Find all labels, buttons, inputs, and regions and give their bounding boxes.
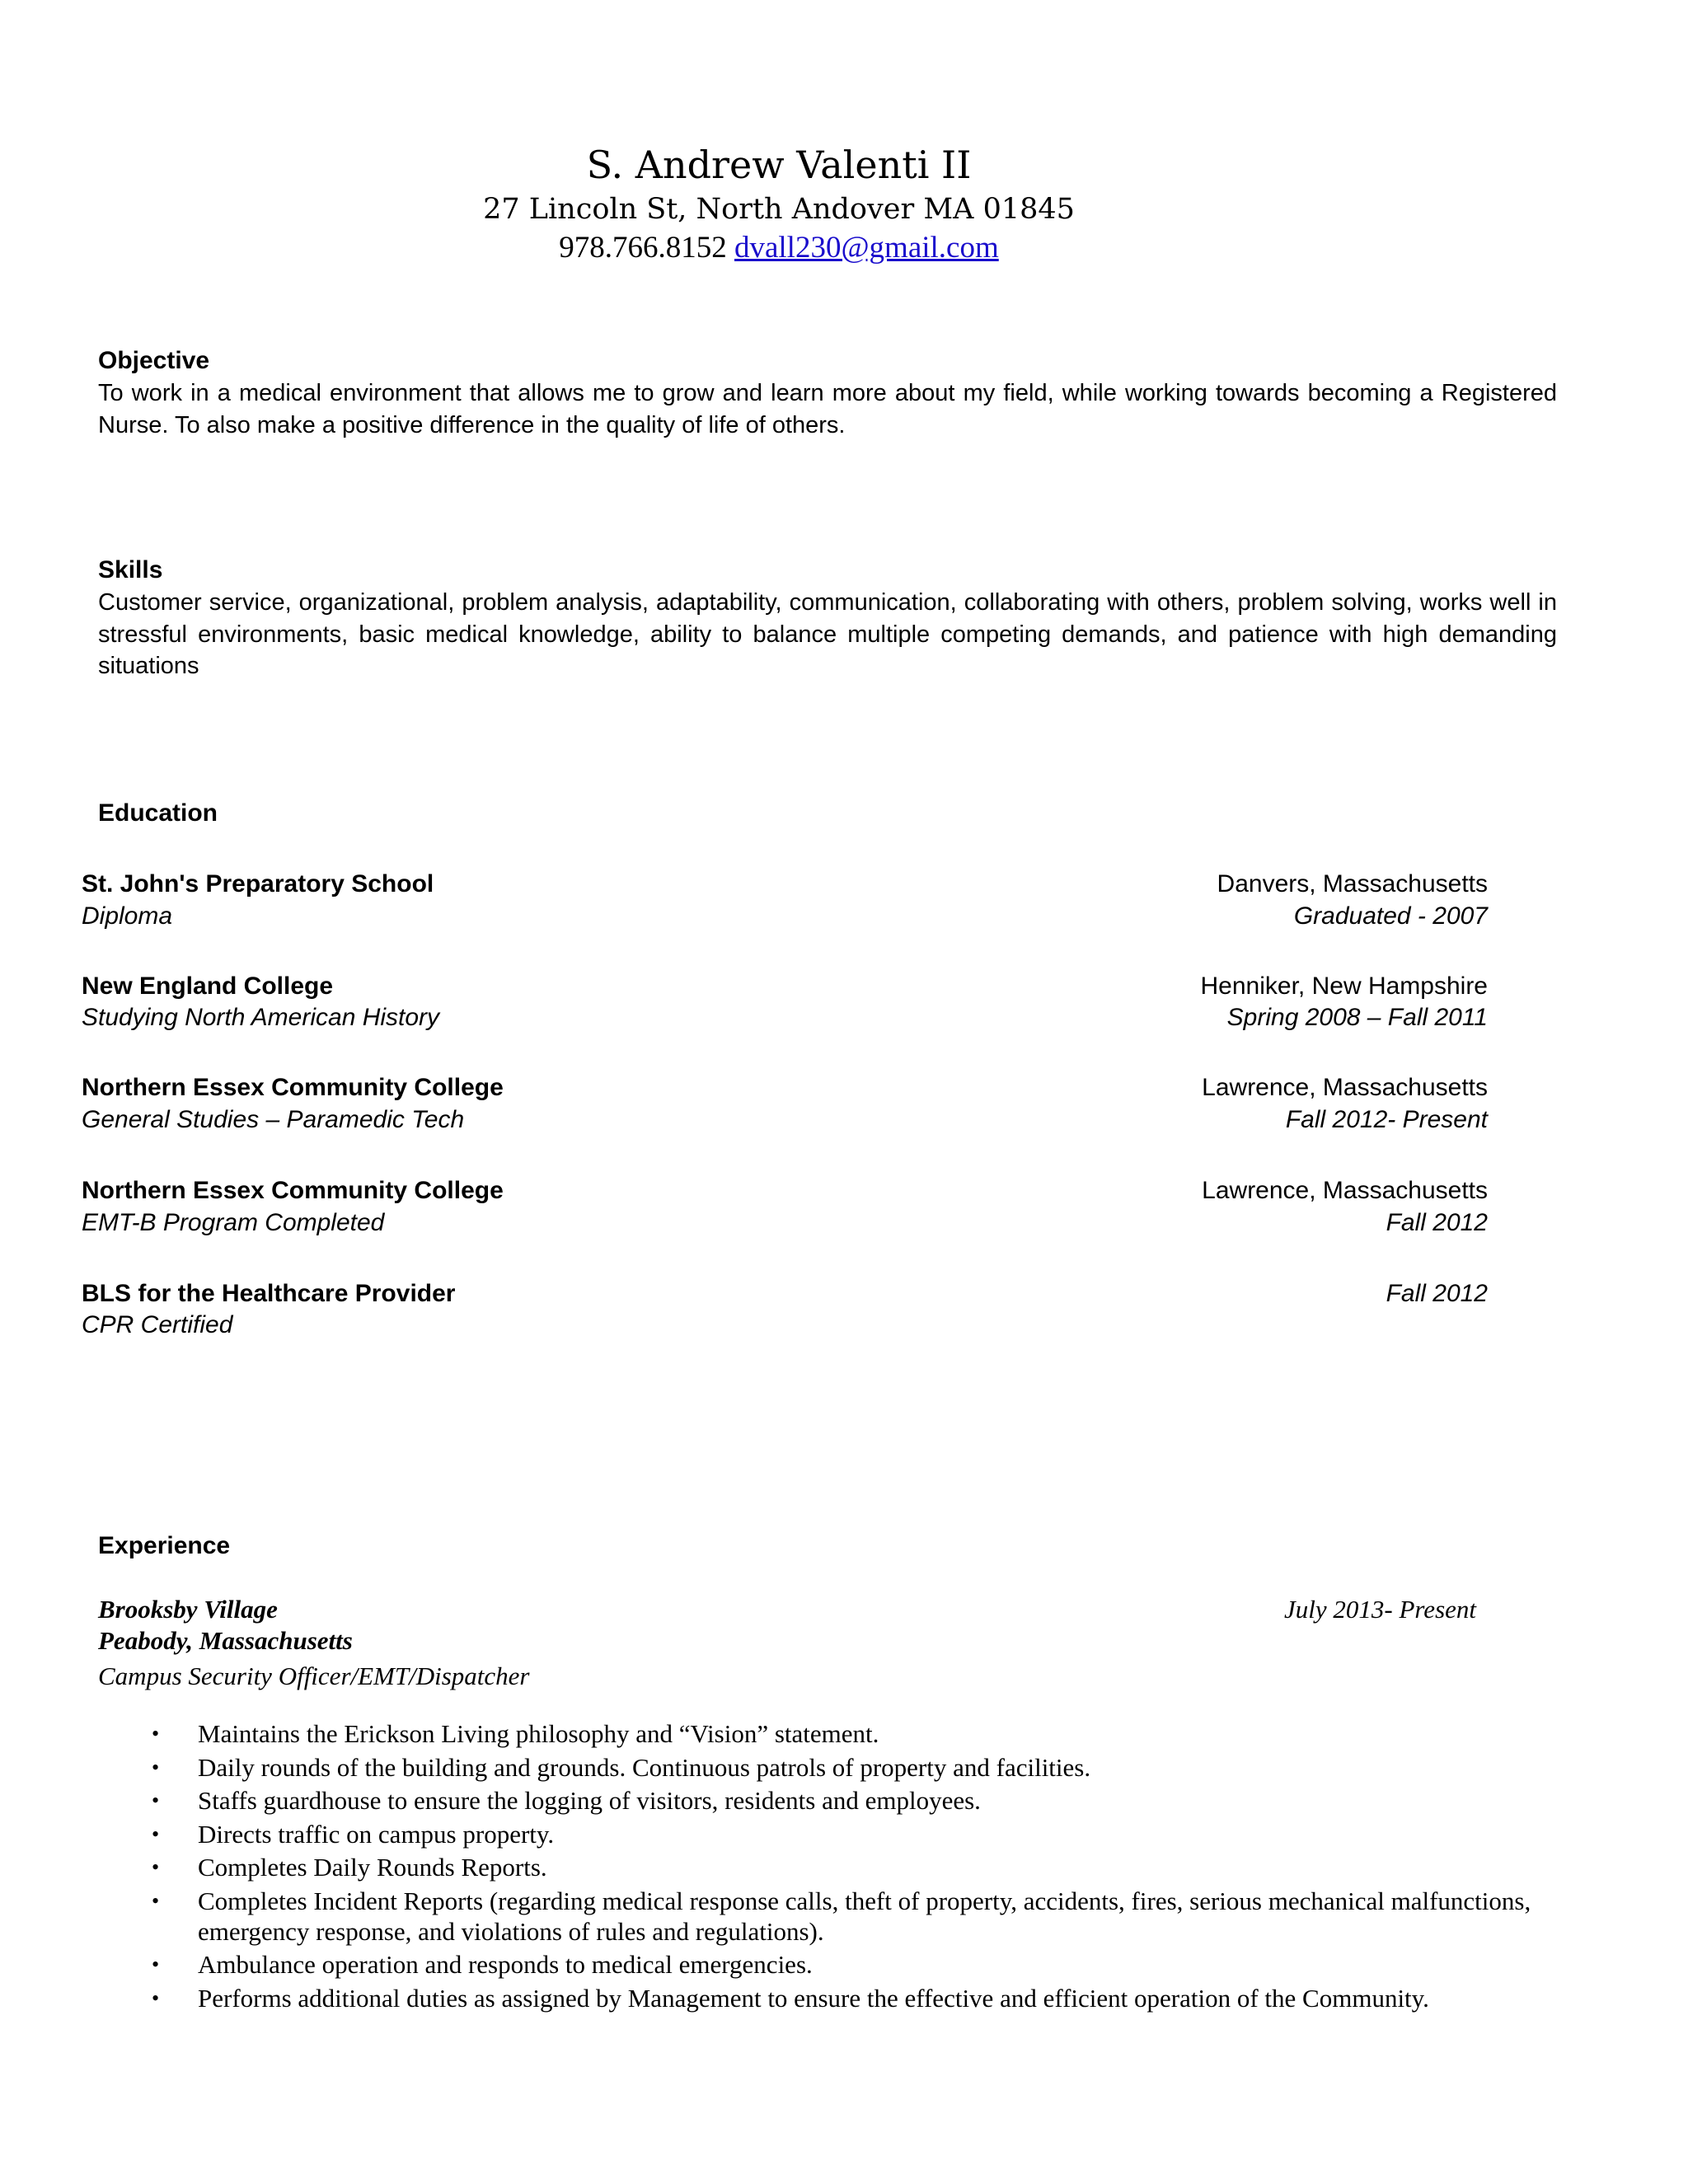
education-detail: General Studies – Paramedic Tech xyxy=(82,1106,465,1133)
education-date: Fall 2012 xyxy=(1386,1209,1488,1236)
education-detail: EMT-B Program Completed xyxy=(82,1209,385,1236)
education-date: Spring 2008 – Fall 2011 xyxy=(1226,1004,1488,1031)
bullet-icon: • xyxy=(152,1952,160,1976)
duty-item xyxy=(0,1752,1533,1783)
candidate-name: S. Andrew Valenti II xyxy=(586,143,972,187)
contact-line xyxy=(0,230,1558,266)
education-detail: Diploma xyxy=(82,902,173,930)
objective-text: To work in a medical environment that allows me to grow and learn more about my field, while working towards becoming a Registered Nurse. To also make a positive difference in the quality of life of others. xyxy=(98,380,1557,438)
duty-text: Daily rounds of the building and grounds. Continuous patrols of property and facilities. xyxy=(198,1752,1091,1782)
duty-item xyxy=(0,1983,1533,2013)
experience-heading: Experience xyxy=(98,1532,231,1559)
duty-item xyxy=(0,1718,1533,1749)
bullet-icon: • xyxy=(152,1985,160,2010)
duty-text: Directs traffic on campus property. xyxy=(198,1819,555,1849)
education-location: Danvers, Massachusetts xyxy=(1217,870,1488,898)
job-title: Campus Security Officer/EMT/Dispatcher xyxy=(98,1661,530,1690)
employer-location: Peabody, Massachusetts xyxy=(98,1626,353,1655)
education-school: Northern Essex Community College xyxy=(82,1074,504,1101)
duty-item xyxy=(0,1852,1533,1882)
education-date: Graduated - 2007 xyxy=(1293,902,1488,930)
bullet-icon: • xyxy=(152,1888,160,1913)
education-location: Lawrence, Massachusetts xyxy=(1202,1177,1488,1204)
education-detail: CPR Certified xyxy=(82,1311,233,1338)
bullet-icon: • xyxy=(152,1722,160,1746)
education-school: New England College xyxy=(82,972,334,1000)
education-school: Northern Essex Community College xyxy=(82,1177,504,1204)
bullet-icon: • xyxy=(152,1821,160,1846)
candidate-address: 27 Lincoln St, North Andover MA 01845 xyxy=(483,193,1075,226)
bullet-icon: • xyxy=(152,1755,160,1779)
education-location: Lawrence, Massachusetts xyxy=(1202,1074,1488,1101)
phone-number: 978.766.8152 xyxy=(559,231,727,265)
duty-text: Staffs guardhouse to ensure the logging of visitors, residents and employees. xyxy=(198,1786,981,1815)
duty-text: Performs additional duties as assigned by Management to ensure the effective and efficient operation of the Community. xyxy=(198,1983,1429,2013)
education-heading: Education xyxy=(98,799,218,827)
duty-text: Maintains the Erickson Living philosophy and “Vision” statement. xyxy=(198,1719,879,1748)
duty-item xyxy=(0,1886,1533,1947)
duties-list xyxy=(0,1718,1688,2016)
duty-item xyxy=(0,1785,1533,1816)
duty-text: Ambulance operation and responds to medical emergencies. xyxy=(198,1950,813,1979)
duty-text: Completes Incident Reports (regarding medical response calls, theft of property, accidents, fires, serious mechanical malfunctions, emergency response, and violations of rules and regulations). xyxy=(198,1886,1531,1946)
education-date: Fall 2012 xyxy=(1386,1280,1488,1307)
duty-item xyxy=(0,1949,1533,1980)
skills-text: Customer service, organizational, problem analysis, adaptability, communication, collaborating with others, problem solving, works well in stressful environments, basic medical knowledge, ability to balance multiple competing demands, and patience with high demanding situations xyxy=(98,589,1557,679)
education-detail: Studying North American History xyxy=(82,1004,440,1031)
education-school: BLS for the Healthcare Provider xyxy=(82,1280,456,1307)
objective-heading: Objective xyxy=(98,347,210,374)
education-school: St. John's Preparatory School xyxy=(82,870,434,898)
skills-heading: Skills xyxy=(98,556,163,583)
duty-text: Completes Daily Rounds Reports. xyxy=(198,1853,547,1882)
employer-name: Brooksby Village xyxy=(98,1595,278,1624)
education-location: Henniker, New Hampshire xyxy=(1200,972,1488,1000)
duty-item xyxy=(0,1819,1533,1849)
education-date: Fall 2012- Present xyxy=(1285,1106,1488,1133)
bullet-icon: • xyxy=(152,1855,160,1879)
employment-dates: July 2013- Present xyxy=(1284,1595,1476,1624)
bullet-icon: • xyxy=(152,1788,160,1812)
email-link[interactable]: dvall230@gmail.com xyxy=(734,231,999,265)
